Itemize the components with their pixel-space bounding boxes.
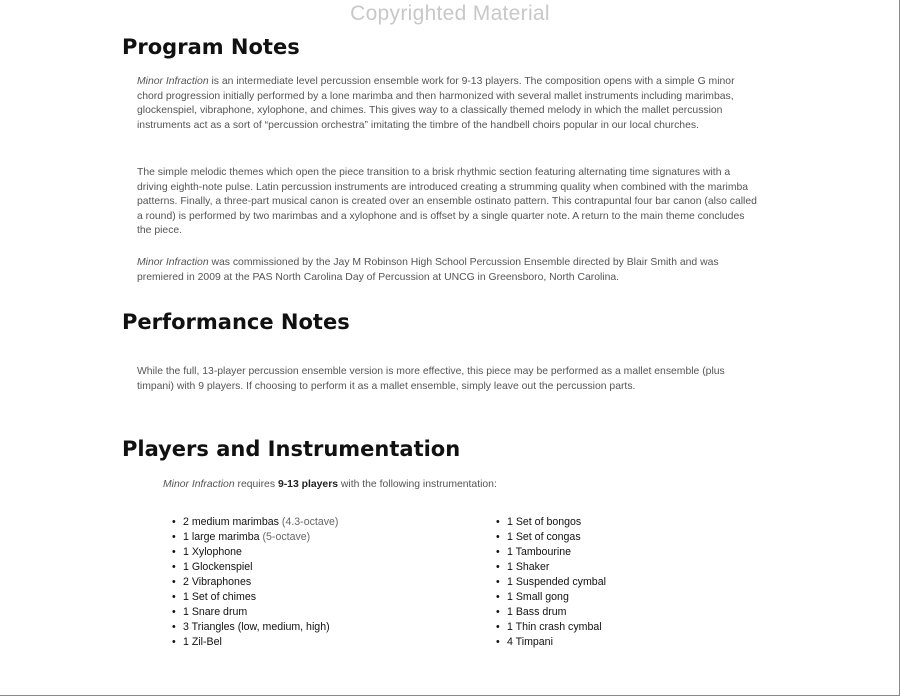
- player-count: 9-13 players: [277, 479, 339, 490]
- piece-title: Minor Infraction: [163, 479, 235, 490]
- copyright-watermark: Copyrighted Material: [350, 2, 550, 25]
- program-notes-paragraph-2: The simple melodic themes which open the piece transition to a brisk rhythmic section featuring alternating time signatures with a driving eighth-note pulse. Latin percussion instruments are introduced creating a strumming quality when combined with the marimba patterns. Finally, a three-part musical canon is created over an ensemble ostinato pattern. This contrapuntal four bar canon (also called a round) is performed by two marimbas and a xylophone and is offset by a single quarter note. A return to the main theme concludes the piece.: [137, 167, 757, 237]
- instrumentation-intro: Minor Infraction requires 9-13 players with the following instrumentation:: [163, 479, 497, 490]
- instrument-label: 1 Xylophone: [183, 546, 242, 558]
- instrument-item: • 1 Set of congas: [496, 530, 606, 545]
- instrument-item: • 1 Tambourine: [496, 545, 606, 560]
- instrument-item: [172, 560, 338, 575]
- piece-title: Minor Infraction: [137, 257, 209, 268]
- instrument-item: [172, 590, 338, 605]
- instrument-item: • 4 Timpani: [496, 635, 606, 650]
- instrument-label: 1 Snare drum: [183, 606, 248, 618]
- instrument-label: 1 large marimba: [183, 531, 260, 543]
- program-notes-heading: Program Notes: [122, 35, 300, 59]
- performance-notes-heading: Performance Notes: [122, 310, 350, 334]
- program-notes-paragraph-1: [137, 75, 759, 133]
- instrument-item: • 1 Shaker: [496, 560, 606, 575]
- instrument-item: • 1 Set of bongos: [496, 515, 606, 530]
- instrument-label: 2 medium marimbas: [183, 516, 279, 528]
- program-notes-paragraph-3: [137, 256, 759, 285]
- instrument-item: [172, 620, 338, 635]
- instrument-range-note: (5-octave): [259, 531, 311, 543]
- instrument-item: [172, 635, 338, 650]
- instrument-item: • 1 Bass drum: [496, 605, 606, 620]
- instrument-item: [172, 605, 338, 620]
- instrument-label: 2 Vibraphones: [183, 576, 252, 588]
- instrument-list-left: [172, 515, 338, 650]
- paragraph-text: was commissioned by the Jay M Robinson High School Percussion Ensemble directed by Blair Smith and was premiered in 2009 at the PAS North Carolina Day of Percussion at UNCG in Greensboro, North Carolina.: [137, 257, 719, 283]
- instrument-label: 1 Glockenspiel: [183, 561, 253, 573]
- instrument-item: • 1 Small gong: [496, 590, 606, 605]
- piece-title: Minor Infraction: [137, 76, 209, 87]
- instrument-item: [172, 515, 338, 530]
- instrument-range-note: (4.3-octave): [278, 516, 339, 528]
- instrument-label: 3 Triangles (low, medium, high): [183, 621, 330, 633]
- performance-notes-paragraph: While the full, 13-player percussion ensemble version is more effective, this piece may be performed as a mallet ensemble (plus timpani) with 9 players. If choosing to perform it as a mallet ensemble, simply leave out the percussion parts.: [137, 366, 725, 392]
- instrument-item: • 1 Suspended cymbal: [496, 575, 606, 590]
- instrument-item: • 1 Thin crash cymbal: [496, 620, 606, 635]
- paragraph-text: is an intermediate level percussion ensemble work for 9-13 players. The composition opens with a simple G minor chord progression initially performed by a lone marimba and then harmonized with several mallet instruments including marimbas, glockenspiel, vibraphone, xylophone, and chimes. This gives way to a classically themed melody in which the mallet percussion instruments act as a sort of “percussion orchestra” imitating the timbre of the handbell choirs popular in our local churches.: [137, 76, 735, 131]
- players-instrumentation-heading: Players and Instrumentation: [122, 437, 461, 461]
- instrument-label: 1 Set of chimes: [183, 591, 257, 603]
- instrument-item: [172, 530, 338, 545]
- instrument-item: [172, 575, 338, 590]
- instrument-item: [172, 545, 338, 560]
- instrument-label: 1 Zil-Bel: [183, 636, 222, 648]
- instrument-list-right: [496, 515, 606, 650]
